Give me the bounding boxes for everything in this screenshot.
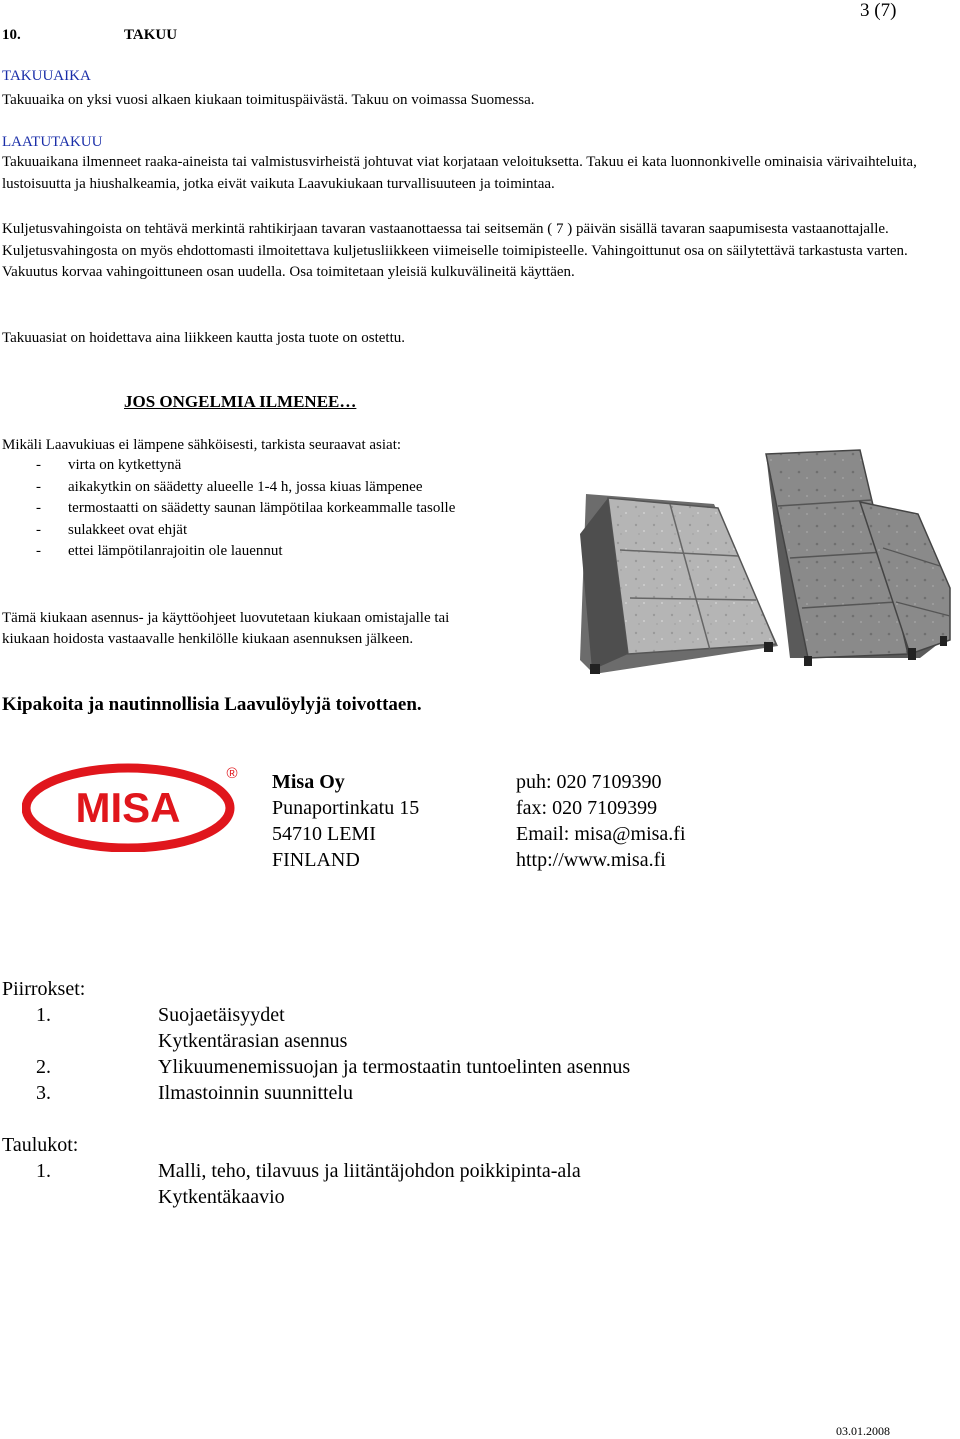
checklist-item: - aikakytkin on säädetty alueelle 1-4 h, jossa kiuas lämpenee <box>36 479 423 495</box>
drawing-label: Suojaetäisyydet <box>158 1004 285 1026</box>
footer-date: 03.01.2008 <box>836 1424 890 1438</box>
company-name: Misa Oy <box>272 771 345 793</box>
misa-logo <box>22 760 244 852</box>
section-title: TAKUU <box>124 27 178 43</box>
email-address: Email: misa@misa.fi <box>516 823 686 845</box>
table-label: Kytkentäkaavio <box>158 1186 285 1208</box>
checklist-item: - virta on kytkettynä <box>36 457 182 473</box>
bullet-dash: - <box>36 479 41 495</box>
section-number: 10. <box>2 27 21 43</box>
logo-wordmark: MISA <box>75 784 181 831</box>
stove-illustration <box>578 448 958 678</box>
bullet-dash: - <box>36 543 41 559</box>
postal-address: 54710 LEMI <box>272 823 376 845</box>
page-number: 3 (7) <box>860 0 897 21</box>
website-link[interactable]: http://www.misa.fi <box>516 849 666 871</box>
handover-text-line1: Tämä kiukaan asennus- ja käyttöohjeet luovutetaan kiukaan omistajalle tai <box>2 610 450 626</box>
quality-warranty-heading: LAATUTAKUU <box>2 134 103 150</box>
drawing-label: Ilmastoinnin suunnittelu <box>158 1082 353 1104</box>
tables-heading: Taulukot: <box>2 1134 79 1156</box>
quality-warranty-text: Takuuaikana ilmenneet raaka-aineista tai valmistusvirheistä johtuvat viat korjataan veloituksetta. Takuu ei kata luonnonkivelle ominaisia värivaihteluita, lustoisuutta ja hiushalkeamia, jotka eivät vaikuta Laavukiukaan turvallisuuteen ja toimintaa. <box>2 154 917 192</box>
drawing-label: Kytkentärasian asennus <box>158 1030 348 1052</box>
table-label: Malli, teho, tilavuus ja liitäntäjohdon poikkipinta-ala <box>158 1160 581 1182</box>
troubleshooting-intro: Mikäli Laavukiuas ei lämpene sähköisesti, tarkista seuraavat asiat: <box>2 437 402 453</box>
table-number: 1. <box>36 1160 51 1182</box>
checklist-item: - termostaatti on säädetty saunan lämpötilaa korkeammalle tasolle <box>36 500 456 516</box>
checklist-item: - ettei lämpötilanrajoitin ole lauennut <box>36 543 283 559</box>
closing-greeting: Kipakoita ja nautinnollisia Laavulöylyjä toivottaen. <box>2 694 422 715</box>
street-address: Punaportinkatu 15 <box>272 797 420 819</box>
drawing-number: 2. <box>36 1056 51 1078</box>
drawings-heading: Piirrokset: <box>2 978 86 1000</box>
drawing-label: Ylikuumenemissuojan ja termostaatin tuntoelinten asennus <box>158 1056 631 1078</box>
checklist-item: - sulakkeet ovat ehjät <box>36 522 188 538</box>
drawing-number: 3. <box>36 1082 51 1104</box>
transport-damage-text: Kuljetusvahingoista on tehtävä merkintä rahtikirjaan tavaran vastaanottaessa tai seitsemän ( 7 ) päivän sisällä tavaran saapumisesta vastaanottajalle. Kuljetusvahingosta on myös ehdottomasti ilmoitettava kuljetusliikkeen viimeiselle toimipisteelle. Vahingoittunut osa on säilytettävä tarkastusta varten. Vakuutus korvaa vahingoittuneen osan uudella. Osa toimitetaan yleisiä kulkuvälineitä käyttäen. <box>2 221 908 280</box>
warranty-period-heading: TAKUUAIKA <box>2 68 91 84</box>
handover-text-line2: kiukaan hoidosta vastaavalle henkilölle kiukaan asennuksen jälkeen. <box>2 631 414 647</box>
warranty-period-text: Takuuaika on yksi vuosi alkaen kiukaan toimituspäivästä. Takuu on voimassa Suomessa. <box>2 92 535 108</box>
bullet-dash: - <box>36 522 41 538</box>
bullet-dash: - <box>36 457 41 473</box>
country: FINLAND <box>272 849 360 871</box>
drawing-number: 1. <box>36 1004 51 1026</box>
fax-number: fax: 020 7109399 <box>516 797 658 819</box>
registered-mark: ® <box>226 765 238 782</box>
bullet-dash: - <box>36 500 41 516</box>
purchase-text: Takuuasiat on hoidettava aina liikkeen kautta josta tuote on ostettu. <box>2 330 406 346</box>
phone-number: puh: 020 7109390 <box>516 771 662 793</box>
troubleshooting-heading: JOS ONGELMIA ILMENEE… <box>124 392 357 411</box>
